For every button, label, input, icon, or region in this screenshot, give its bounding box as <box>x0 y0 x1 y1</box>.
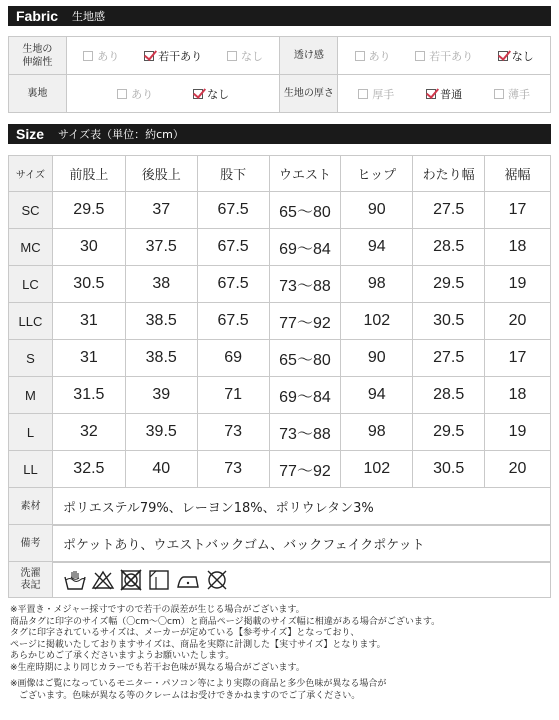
stretch-label: 生地の 伸縮性 <box>9 37 67 75</box>
thickness-options <box>338 86 550 102</box>
size-cell: 67.5 <box>197 192 269 229</box>
size-label: SC <box>9 192 53 229</box>
size-cell: 71 <box>197 377 269 414</box>
material-label: 素材 <box>9 488 53 526</box>
checkbox-empty-icon <box>227 51 237 61</box>
sheer-options <box>338 48 550 64</box>
table-row <box>9 229 551 266</box>
option-checked <box>144 48 202 64</box>
size-cell: 65〜80 <box>269 192 341 229</box>
option-label: 普通 <box>440 87 463 101</box>
size-label: LL <box>9 451 53 488</box>
size-cell: 32 <box>52 414 125 451</box>
column-header: 後股上 <box>125 156 197 192</box>
size-cell: 20 <box>485 303 551 340</box>
size-label: LC <box>9 266 53 303</box>
size-cell: 69 <box>197 340 269 377</box>
column-header: ウエスト <box>269 156 341 192</box>
stretch-options <box>67 48 280 64</box>
size-label: MC <box>9 229 53 266</box>
size-cell: 102 <box>341 451 413 488</box>
size-cell: 19 <box>485 266 551 303</box>
material-value: ポリエステル79%、レーヨン18%、ポリウレタン3% <box>53 488 551 526</box>
checkbox-empty-icon <box>415 51 425 61</box>
size-cell: 67.5 <box>197 229 269 266</box>
size-table <box>8 155 551 488</box>
option-label: あり <box>368 49 391 63</box>
size-cell: 31.5 <box>52 377 125 414</box>
fabric-table <box>8 36 551 113</box>
remarks-row <box>8 524 551 563</box>
low-iron-icon <box>175 569 201 591</box>
option-label: あり <box>131 87 154 101</box>
option-checked <box>193 86 229 102</box>
checkbox-empty-icon <box>494 89 504 99</box>
option-label: なし <box>511 49 534 63</box>
table-row <box>9 303 551 340</box>
note-line: ※生産時期により同じカラーでも若干お色味が異なる場合がございます。 <box>10 662 305 673</box>
size-header-en: Size <box>16 126 45 142</box>
remarks-label: 備考 <box>9 525 53 563</box>
option-unchecked <box>227 48 263 64</box>
care-row <box>8 561 551 598</box>
checkbox-empty-icon <box>358 89 368 99</box>
column-header: ヒップ <box>341 156 413 192</box>
size-cell: 38.5 <box>125 340 197 377</box>
checkbox-checked-icon <box>498 51 508 61</box>
no-dry-clean-icon <box>205 569 229 591</box>
size-cell: 18 <box>485 377 551 414</box>
size-cell: 94 <box>341 377 413 414</box>
size-cell: 73 <box>197 414 269 451</box>
note-line: 商品タグに印字のサイズ幅（〇cm〜〇cm）と商品ページ掲載のサイズ幅に相違がある場合がございます。 <box>10 616 441 627</box>
size-cell: 77〜92 <box>269 451 341 488</box>
option-label: あり <box>97 49 120 63</box>
notes <box>10 605 550 702</box>
size-cell: 28.5 <box>413 377 485 414</box>
size-cell: 98 <box>341 266 413 303</box>
table-row <box>9 377 551 414</box>
table-row <box>9 451 551 488</box>
size-cell: 29.5 <box>413 266 485 303</box>
size-cell: 27.5 <box>413 340 485 377</box>
size-cell: 77〜92 <box>269 303 341 340</box>
size-cell: 94 <box>341 229 413 266</box>
table-row <box>9 266 551 303</box>
option-unchecked <box>415 48 473 64</box>
size-cell: 31 <box>52 303 125 340</box>
size-cell: 67.5 <box>197 266 269 303</box>
note-line: タグに印字されているサイズは、メーカーが定めている【参考サイズ】となっており、 <box>10 628 360 638</box>
size-cell: 38.5 <box>125 303 197 340</box>
size-table-header <box>9 156 551 192</box>
note-line: ページに掲載いたしておりますサイズは、商品を実際に計測した【実寸サイズ】となります。 <box>10 639 386 650</box>
option-unchecked <box>494 86 530 102</box>
size-cell: 18 <box>485 229 551 266</box>
size-cell: 31 <box>52 340 125 377</box>
checkbox-checked-icon <box>193 89 203 99</box>
size-cell: 102 <box>341 303 413 340</box>
hand-wash-icon <box>63 569 87 591</box>
option-unchecked <box>355 48 391 64</box>
checkbox-checked-icon <box>426 89 436 99</box>
column-header: わたり幅 <box>413 156 485 192</box>
column-header: 股下 <box>197 156 269 192</box>
size-cell: 27.5 <box>413 192 485 229</box>
size-cell: 29.5 <box>413 414 485 451</box>
table-row <box>9 192 551 229</box>
size-cell: 69〜84 <box>269 377 341 414</box>
size-cell: 20 <box>485 451 551 488</box>
size-cell: 38 <box>125 266 197 303</box>
column-header: サイズ <box>9 156 53 192</box>
table-row <box>9 414 551 451</box>
no-bleach-icon <box>91 569 115 591</box>
size-label: S <box>9 340 53 377</box>
fabric-section-header <box>8 6 551 26</box>
size-cell: 29.5 <box>52 192 125 229</box>
remarks-value: ポケットあり、ウエストバックゴム、バックフェイクポケット <box>53 525 551 563</box>
size-cell: 90 <box>341 192 413 229</box>
size-cell: 65〜80 <box>269 340 341 377</box>
size-label: L <box>9 414 53 451</box>
note-line: ※画像はご覧になっているモニター・パソコン等により実際の商品と多少色味が異なる場合が <box>10 679 387 689</box>
size-cell: 37 <box>125 192 197 229</box>
option-label: 若干あり <box>429 49 474 63</box>
size-header-jp: サイズ表（単位：約cm） <box>58 128 184 141</box>
size-section-header <box>8 124 551 144</box>
material-row <box>8 487 551 526</box>
size-cell: 30.5 <box>413 451 485 488</box>
size-cell: 30.5 <box>413 303 485 340</box>
table-row <box>9 340 551 377</box>
option-label: なし <box>207 87 230 101</box>
size-cell: 30.5 <box>52 266 125 303</box>
option-unchecked <box>117 86 153 102</box>
option-label: なし <box>241 49 264 63</box>
size-cell: 17 <box>485 340 551 377</box>
size-cell: 40 <box>125 451 197 488</box>
lining-label: 裏地 <box>9 75 67 113</box>
size-cell: 73 <box>197 451 269 488</box>
size-cell: 39 <box>125 377 197 414</box>
thickness-label: 生地の厚さ <box>280 75 338 113</box>
option-label: 厚手 <box>372 87 395 101</box>
size-cell: 32.5 <box>52 451 125 488</box>
option-checked <box>498 48 534 64</box>
care-label: 洗濯 表記 <box>9 562 53 598</box>
size-cell: 39.5 <box>125 414 197 451</box>
size-cell: 98 <box>341 414 413 451</box>
size-cell: 73〜88 <box>269 414 341 451</box>
option-unchecked <box>83 48 119 64</box>
column-header: 裾幅 <box>485 156 551 192</box>
line-dry-shade-icon <box>147 569 171 591</box>
option-checked <box>426 86 462 102</box>
note-line: あらかじめご了承くださいますようお願いいたします。 <box>10 651 235 661</box>
size-cell: 90 <box>341 340 413 377</box>
checkbox-empty-icon <box>355 51 365 61</box>
size-label: M <box>9 377 53 414</box>
fabric-header-en: Fabric <box>16 8 59 24</box>
option-label: 薄手 <box>508 87 531 101</box>
checkbox-empty-icon <box>117 89 127 99</box>
note-line: ※平置き・メジャー採寸ですので若干の誤差が生じる場合がございます。 <box>10 605 305 615</box>
note-line: ございます。色味が異なる等のクレームはお受けできかねますのでご了承ください。 <box>10 690 361 701</box>
care-icons <box>53 569 550 591</box>
size-cell: 28.5 <box>413 229 485 266</box>
size-cell: 30 <box>52 229 125 266</box>
fabric-header-jp: 生地感 <box>72 10 106 23</box>
size-cell: 19 <box>485 414 551 451</box>
column-header: 前股上 <box>52 156 125 192</box>
size-cell: 67.5 <box>197 303 269 340</box>
option-unchecked <box>358 86 394 102</box>
size-cell: 73〜88 <box>269 266 341 303</box>
option-label: 若干あり <box>158 49 203 63</box>
sheer-label: 透け感 <box>280 37 338 75</box>
size-cell: 69〜84 <box>269 229 341 266</box>
lining-options <box>67 86 280 102</box>
checkbox-checked-icon <box>144 51 154 61</box>
no-tumble-dry-icon <box>119 569 143 591</box>
size-label: LLC <box>9 303 53 340</box>
size-cell: 17 <box>485 192 551 229</box>
checkbox-empty-icon <box>83 51 93 61</box>
size-cell: 37.5 <box>125 229 197 266</box>
